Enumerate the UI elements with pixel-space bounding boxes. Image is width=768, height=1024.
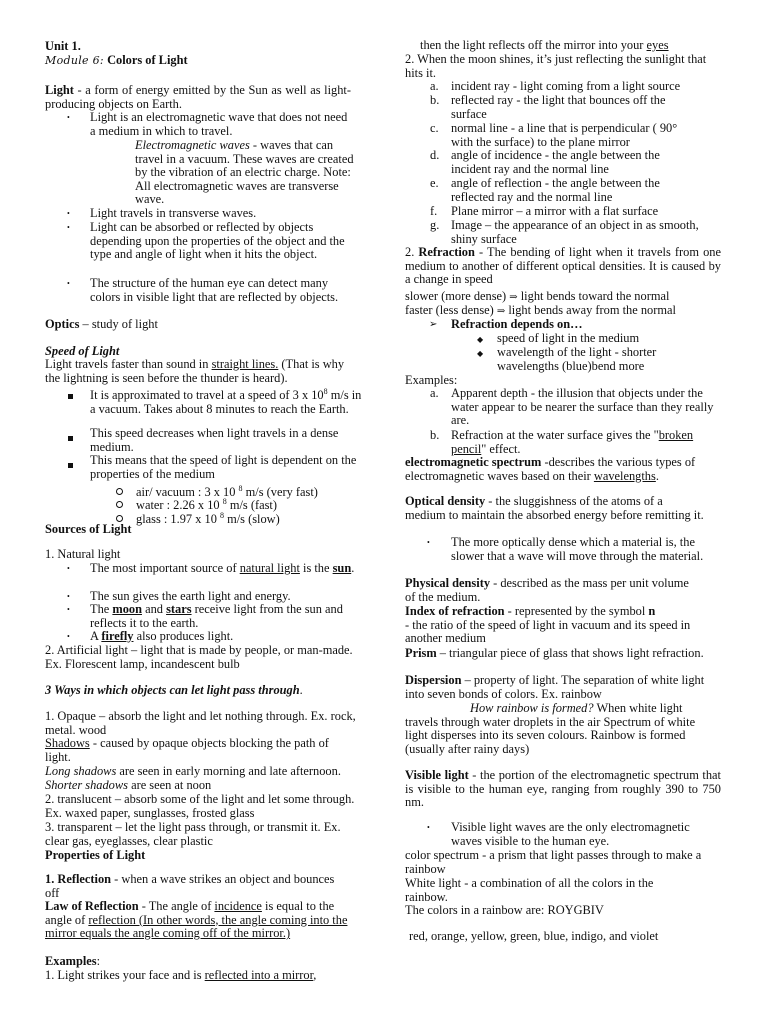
diamond-bullet-icon: ◆: [477, 349, 484, 358]
reflection-term-item: [405, 122, 725, 149]
term-marker: c.: [430, 121, 439, 135]
dispersion-definition: Dispersion – property of light. The separation of white light into seven bonds of colors. Ex. rainbow: [405, 673, 705, 701]
natural-bullet-2: • The sun gives the earth light and energy.: [67, 589, 291, 603]
speed-bullet-1: It is approximated to travel at a speed of 3 x $10^8$ m/s in a vacuum. Takes about 8 minutes to reach the Earth.: [45, 385, 363, 416]
optics-definition: Optics – study of light: [45, 317, 158, 331]
reflection-term-item: [405, 94, 725, 121]
term-marker: f.: [430, 204, 438, 218]
medium-air: air/ vacuum : 3 x 10 $^8$ m/s (very fast): [45, 482, 363, 500]
light-bullet-3: • Light can be absorbed or reflected by objects depending upon the properties of the object and the type and angle of light when it hits the object.: [67, 220, 345, 262]
visible-light-definition: Visible light - the portion of the electromagnetic spectrum that is visible to the human eye, ranging from roughly 390 to 750 nm.: [405, 768, 721, 810]
module-title: Module 6: Colors of Light: [45, 53, 188, 67]
em-spectrum-definition: electromagnetic spectrum -describes the various types of electromagnetic waves based on their wavelengths.: [405, 455, 696, 483]
visible-light-bullet: • Visible light waves are the only electromagnetic waves visible to the human eye.: [427, 820, 690, 848]
term-text: normal line - a line that is perpendicular ( 90° with the surface) to the plane mirror: [451, 121, 678, 149]
law-of-reflection: Law of Reflection - The angle of incidence is equal to the angle of reflection (In other words, the angle coming into the mirror equals the angle coming off of the mirror.): [45, 899, 348, 941]
term-marker: b.: [430, 93, 440, 107]
arrowhead-bullet-icon: ➢: [429, 319, 438, 330]
term-marker: e.: [430, 176, 439, 190]
unit-label: Unit 1.: [45, 39, 81, 53]
slower-line: slower (more dense) ⇒ light bends toward the normal: [405, 289, 670, 303]
arrow-right-icon: ⇒: [509, 292, 518, 303]
light-definition: Light - a form of energy emitted by the Sun as well as light-producing objects on Earth.: [45, 83, 351, 111]
speed-intro: Light travels faster than sound in straight lines. (That is why the lightning is seen before the thunder is heard).: [45, 357, 345, 385]
medium-water: water : 2.26 x 10 $^8$ m/s (fast): [45, 495, 363, 513]
ways-heading: 3 Ways in which objects can let light pass through.: [45, 683, 303, 697]
term-marker: g.: [430, 218, 440, 232]
refraction-depends: ➢ Refraction depends on…: [429, 317, 583, 331]
sources-heading: Sources of Light: [45, 522, 132, 536]
properties-heading: Properties of Light: [45, 848, 146, 862]
rainbow-colors: red, orange, yellow, green, blue, indigo, and violet: [409, 929, 659, 943]
roygbiv-line: The colors in a rainbow are: ROYGBIV: [405, 903, 604, 917]
light-bullet-4: • The structure of the human eye can detect many colors in visible light that are reflected by objects.: [67, 276, 339, 304]
optical-density-definition: Optical density - the sluggishness of the atoms of a medium to maintain the absorbed energy before remitting it.: [405, 494, 704, 522]
refraction-example-a: a. Apparent depth - the illusion that objects under the water appear to be nearer the surface than they really are.: [430, 386, 714, 428]
refraction-definition: 2. Refraction - The bending of light when it travels from one medium to another of different optical densities. It is caused by a change in speed: [405, 245, 721, 287]
transparent-item: 3. transparent – let the light pass through, or transmit it. Ex. clear gas, eyeglasses, clear plastic: [45, 820, 341, 848]
rainbow-formation: How rainbow is formed? When white light travels through water droplets in the air Spectrum of white light disperses into its seven colours. Rainbow is formed (usually after rainy days): [405, 701, 696, 756]
color-spectrum-definition: color spectrum - a prism that light passes through to make a rainbow: [405, 848, 702, 876]
reflection-term-item: [405, 149, 725, 176]
reflection-term-item: [405, 80, 725, 94]
refraction-example-b: b. Refraction at the water surface gives the "broken pencil" effect.: [430, 428, 694, 456]
index-of-refraction: Index of refraction - represented by the symbol n - the ratio of the speed of light in vacuum and its speed in another medium: [405, 604, 691, 646]
examples-label: Examples:: [45, 954, 101, 968]
term-marker: d.: [430, 148, 440, 162]
medium-glass: glass : 1.97 x 10 $^8$ m/s (slow): [45, 509, 363, 527]
em-waves-definition: Electromagnetic waves - waves that can travel in a vacuum. These waves are created by the vibration of an electric charge. Note: All electromagnetic waves are transverse wave.: [135, 138, 354, 207]
depends-item-1: ◆ speed of light in the medium: [477, 331, 640, 345]
translucent-item: 2. translucent – absorb some of the light and let some through. Ex. waxed paper, sunglasses, frosted glass: [45, 792, 355, 820]
refraction-examples-label: Examples:: [405, 373, 458, 387]
shadows-definition: Shadows - caused by opaque objects blocking the path of light.: [45, 736, 329, 764]
example-1: 1. Light strikes your face and is reflected into a mirror,: [45, 968, 317, 982]
term-text: angle of incidence - the angle between the incident ray and the normal line: [451, 148, 660, 176]
term-text: incident ray - light coming from a light source: [451, 79, 681, 93]
diamond-bullet-icon: ◆: [477, 335, 484, 344]
example-2: 2. When the moon shines, it’s just reflecting the sunlight that hits it.: [405, 52, 707, 80]
reflection-term-item: [405, 205, 725, 219]
speed-heading: Speed of Light: [45, 344, 120, 358]
reflection-term-item: [405, 219, 725, 246]
optical-density-bullet: • The more optically dense which a material is, the slower that a wave will move through the material.: [427, 535, 704, 563]
physical-density-definition: Physical density - described as the mass per unit volume of the medium.: [405, 576, 689, 604]
reflection-definition: 1. Reflection - when a wave strikes an object and bounces off: [45, 872, 335, 900]
natural-bullet-4: • A firefly also produces light.: [67, 629, 234, 643]
term-text: Plane mirror – a mirror with a flat surface: [451, 204, 659, 218]
natural-bullet-3: • The moon and stars receive light from the sun and reflects it to the earth.: [67, 602, 343, 630]
term-text: angle of reflection - the angle between the reflected ray and the normal line: [451, 176, 660, 204]
speed-bullet-3: This means that the speed of light is dependent on the properties of the medium: [45, 454, 363, 481]
depends-item-2: ◆ wavelength of the light - shorter wavelengths (blue)bend more: [477, 345, 657, 373]
natural-light-heading: 1. Natural light: [45, 547, 121, 561]
light-bullet-2: • Light travels in transverse waves.: [67, 206, 257, 220]
opaque-item: 1. Opaque – absorb the light and let nothing through. Ex. rock, metal. wood: [45, 709, 356, 737]
arrow-right-icon: ⇒: [496, 306, 506, 317]
term-marker: a.: [430, 79, 439, 93]
speed-bullet-2: This speed decreases when light travels in a dense medium.: [45, 427, 363, 454]
light-bullet-1: • Light is an electromagnetic wave that does not need a medium in which to travel.: [67, 110, 348, 138]
shadows-times: Long shadows are seen in early morning and late afternoon. Shorter shadows are seen at noon: [45, 764, 341, 792]
natural-bullet-1: • The most important source of natural light is the sun.: [67, 561, 355, 575]
white-light-definition: White light - a combination of all the colors in the rainbow.: [405, 876, 654, 904]
faster-line: faster (less dense) ⇒ light bends away from the normal: [405, 303, 676, 317]
term-text: reflected ray - the light that bounces off the surface: [451, 93, 666, 121]
reflection-term-item: [405, 177, 725, 204]
artificial-light: 2. Artificial light – light that is made by people, or man-made. Ex. Florescent lamp, incandescent bulb: [45, 643, 353, 671]
example-1-continued: then the light reflects off the mirror into your eyes: [420, 38, 669, 52]
term-text: Image – the appearance of an object in as smooth, shiny surface: [451, 218, 699, 246]
prism-definition: Prism – triangular piece of glass that shows light refraction.: [405, 646, 704, 660]
